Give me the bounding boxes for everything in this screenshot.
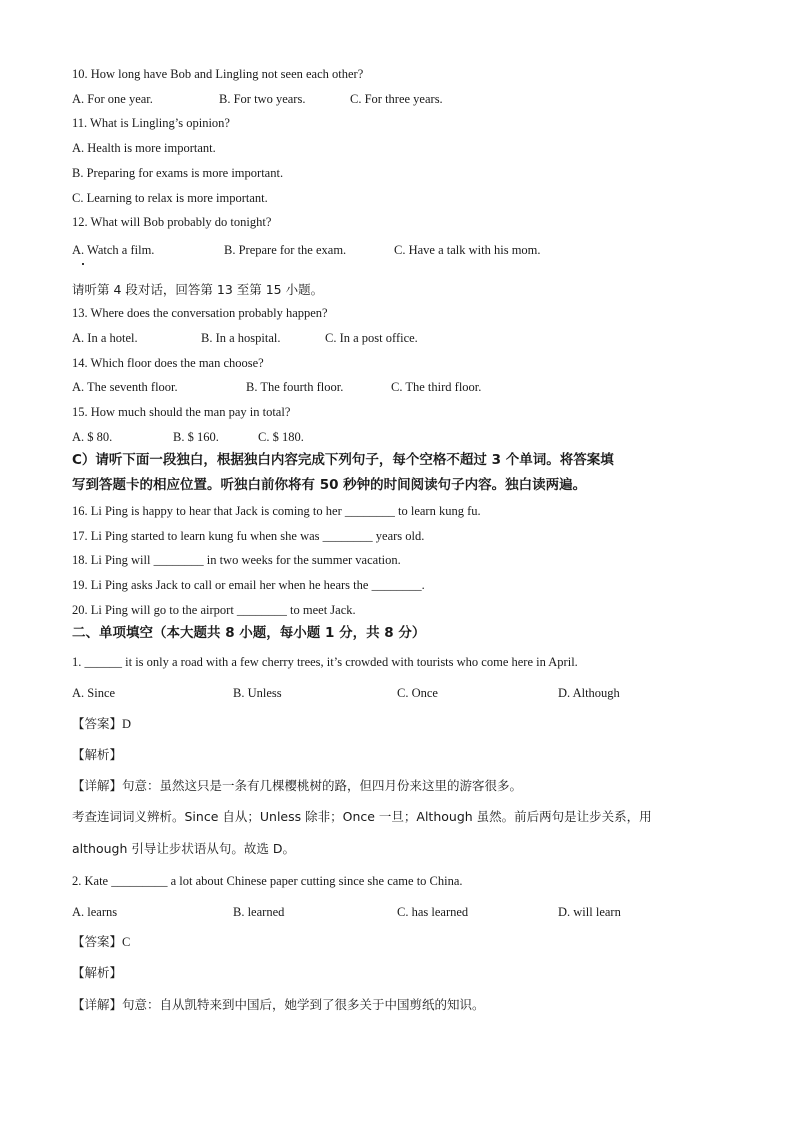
mc-q1-option-a: A. Since bbox=[72, 686, 116, 700]
mc-q1-option-d: D. Although bbox=[558, 686, 620, 700]
q12-option-c: C. Have a talk with his mom. bbox=[394, 243, 541, 257]
q15-option-b: B. $ 160. bbox=[173, 430, 219, 444]
question-19: 19. Li Ping asks Jack to call or email her when he hears the ________. bbox=[72, 578, 425, 592]
q11-option-a: A. Health is more important. bbox=[72, 141, 216, 155]
stray-dot bbox=[82, 263, 84, 265]
q14-option-c: C. The third floor. bbox=[391, 380, 482, 394]
detail-tag: 【详解】 bbox=[72, 778, 123, 793]
part-2-heading: 二、单项填空（本大题共 8 小题，每小题 1 分，共 8 分） bbox=[72, 625, 426, 641]
question-13-stem: 13. Where does the conversation probably happen? bbox=[72, 306, 328, 320]
question-17: 17. Li Ping started to learn kung fu when she was ________ years old. bbox=[72, 529, 425, 543]
dialog-4-instruction: 请听第 4 段对话，回答第 13 至第 15 小题。 bbox=[72, 282, 324, 297]
mc-q1-answer bbox=[72, 716, 131, 732]
mc-q2-answer bbox=[72, 934, 130, 950]
mc-q1-option-b: B. Unless bbox=[233, 686, 282, 700]
mc-q1-detail bbox=[72, 778, 522, 794]
mc-question-1-stem: 1. ______ it is only a road with a few cherry trees, it’s crowded with tourists who come here in April. bbox=[72, 655, 578, 669]
q12-option-a: A. Watch a film. bbox=[72, 243, 155, 257]
section-c-instruction-line1: C）请听下面一段独白，根据独白内容完成下列句子，每个空格不超过 3 个单词。将答案填 bbox=[72, 452, 614, 468]
q13-option-a: A. In a hotel. bbox=[72, 331, 138, 345]
mc-q2-detail bbox=[72, 997, 485, 1013]
question-15-stem: 15. How much should the man pay in total? bbox=[72, 405, 291, 419]
mc-q1-explanation-line2: although 引导让步状语从句。故选 D。 bbox=[72, 841, 295, 856]
question-16: 16. Li Ping is happy to hear that Jack is coming to her ________ to learn kung fu. bbox=[72, 504, 481, 518]
question-20: 20. Li Ping will go to the airport ________ to meet Jack. bbox=[72, 603, 356, 617]
question-18: 18. Li Ping will ________ in two weeks for the summer vacation. bbox=[72, 553, 401, 567]
q15-option-c: C. $ 180. bbox=[258, 430, 304, 444]
q11-option-b: B. Preparing for exams is more important. bbox=[72, 166, 284, 180]
question-11-stem: 11. What is Lingling’s opinion? bbox=[72, 116, 230, 130]
mc-q1-explanation-line1: 考查连词词义辨析。Since 自从；Unless 除非；Once 一旦；Although 虽然。前后两句是让步关系，用 bbox=[72, 809, 652, 824]
q10-option-b: B. For two years. bbox=[219, 92, 306, 106]
answer-tag: 【答案】 bbox=[72, 716, 123, 731]
mc-q2-option-d: D. will learn bbox=[558, 905, 621, 919]
mc-q2-option-a: A. learns bbox=[72, 905, 118, 919]
q11-option-c: C. Learning to relax is more important. bbox=[72, 191, 268, 205]
q14-option-a: A. The seventh floor. bbox=[72, 380, 178, 394]
q15-option-a: A. $ 80. bbox=[72, 430, 113, 444]
question-10-stem: 10. How long have Bob and Lingling not seen each other? bbox=[72, 67, 364, 81]
question-14-stem: 14. Which floor does the man choose? bbox=[72, 356, 264, 370]
q10-option-c: C. For three years. bbox=[350, 92, 443, 106]
mc-q1-option-c: C. Once bbox=[397, 686, 438, 700]
mc-q2-option-b: B. learned bbox=[233, 905, 285, 919]
detail-text: 句意：自从凯特来到中国后，她学到了很多关于中国剪纸的知识。 bbox=[122, 997, 485, 1012]
q10-option-a: A. For one year. bbox=[72, 92, 153, 106]
q13-option-b: B. In a hospital. bbox=[201, 331, 281, 345]
q12-option-b: B. Prepare for the exam. bbox=[224, 243, 347, 257]
q13-option-c: C. In a post office. bbox=[325, 331, 418, 345]
answer-value: C bbox=[122, 935, 131, 949]
question-12-stem: 12. What will Bob probably do tonight? bbox=[72, 215, 272, 229]
answer-value: D bbox=[122, 717, 132, 731]
mc-question-2-stem: 2. Kate _________ a lot about Chinese paper cutting since she came to China. bbox=[72, 874, 463, 888]
section-c-instruction-line2: 写到答题卡的相应位置。听独白前你将有 50 秒钟的时间阅读句子内容。独白读两遍。 bbox=[72, 477, 587, 493]
detail-text: 句意：虽然这只是一条有几棵樱桃树的路，但四月份来这里的游客很多。 bbox=[122, 778, 523, 793]
mc-q2-analysis-tag: 【解析】 bbox=[72, 965, 123, 980]
mc-q1-analysis-tag: 【解析】 bbox=[72, 747, 123, 762]
q14-option-b: B. The fourth floor. bbox=[246, 380, 344, 394]
answer-tag: 【答案】 bbox=[72, 934, 123, 949]
mc-q2-option-c: C. has learned bbox=[397, 905, 469, 919]
detail-tag: 【详解】 bbox=[72, 997, 123, 1012]
